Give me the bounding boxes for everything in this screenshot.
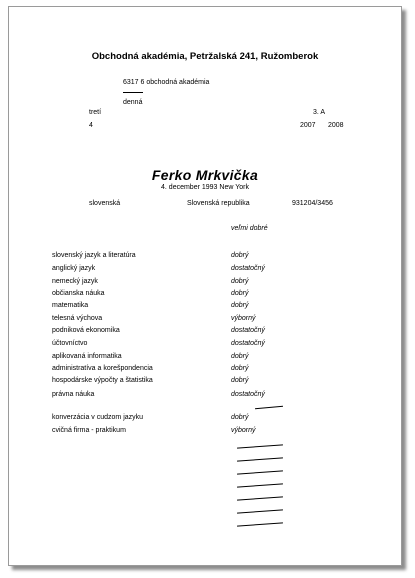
subject-grade: dobrý [231, 377, 249, 384]
year-number: 4 [89, 122, 93, 129]
subject-name: anglický jazyk [52, 265, 96, 272]
subject-name: nemecký jazyk [52, 278, 98, 285]
subject-name: administratíva a korešpondencia [52, 365, 153, 372]
study-program: 6317 6 obchodná akadémia [123, 79, 210, 86]
subject-name: aplikovaná informatika [52, 353, 122, 360]
blank-line [255, 406, 283, 409]
subject-name: podniková ekonomika [52, 327, 120, 334]
behavior-grade: veľmi dobré [231, 225, 268, 232]
subject-grade: dobrý [231, 365, 249, 372]
subject-name: telesná výchova [52, 315, 103, 322]
school-year-end: 2008 [328, 122, 344, 129]
blank-line [237, 522, 283, 526]
birth-number: 931204/3456 [292, 200, 333, 207]
study-form: denná [123, 99, 143, 106]
subject-grade: dobrý [231, 278, 249, 285]
student-name: Ferko Mrkvička [151, 167, 259, 183]
program-underline [123, 92, 143, 93]
year-word: tretí [89, 109, 102, 116]
subject-grade: dobrý [231, 353, 249, 360]
citizenship: Slovenská republika [187, 200, 250, 207]
subject-name: hospodárske výpočty a štatistika [52, 377, 153, 384]
subject-grade: dobrý [231, 290, 249, 297]
subject-grade: dostatočný [231, 391, 265, 398]
blank-line [237, 496, 283, 500]
subject-name: právna náuka [52, 391, 95, 398]
school-name: Obchodná akadémia, Petržalská 241, Ružomberok [91, 51, 319, 62]
subject-grade: dostatočný [231, 265, 265, 272]
blank-line [237, 457, 283, 461]
subject-grade: výborný [231, 315, 256, 322]
report-card-page [8, 6, 402, 566]
subject-name: účtovníctvo [52, 340, 88, 347]
subject-name: občianska náuka [52, 290, 105, 297]
class-name: 3. A [313, 109, 326, 116]
elective-name: konverzácia v cudzom jazyku [52, 414, 144, 421]
subject-name: matematika [52, 302, 89, 309]
blank-line [237, 470, 283, 474]
blank-line [237, 509, 283, 513]
nationality: slovenská [89, 200, 121, 207]
school-year-start: 2007 [300, 122, 316, 129]
subject-grade: dobrý [231, 302, 249, 309]
elective-name: cvičná firma - praktikum [52, 427, 126, 434]
birth-info: 4. december 1993 New York [161, 184, 249, 191]
blank-line [237, 483, 283, 487]
elective-grade: výborný [231, 427, 256, 434]
elective-grade: dobrý [231, 414, 249, 421]
subject-name: slovenský jazyk a literatúra [52, 252, 136, 259]
subject-grade: dobrý [231, 252, 249, 259]
blank-line [237, 444, 283, 448]
subject-grade: dostatočný [231, 327, 265, 334]
subject-grade: dostatočný [231, 340, 265, 347]
